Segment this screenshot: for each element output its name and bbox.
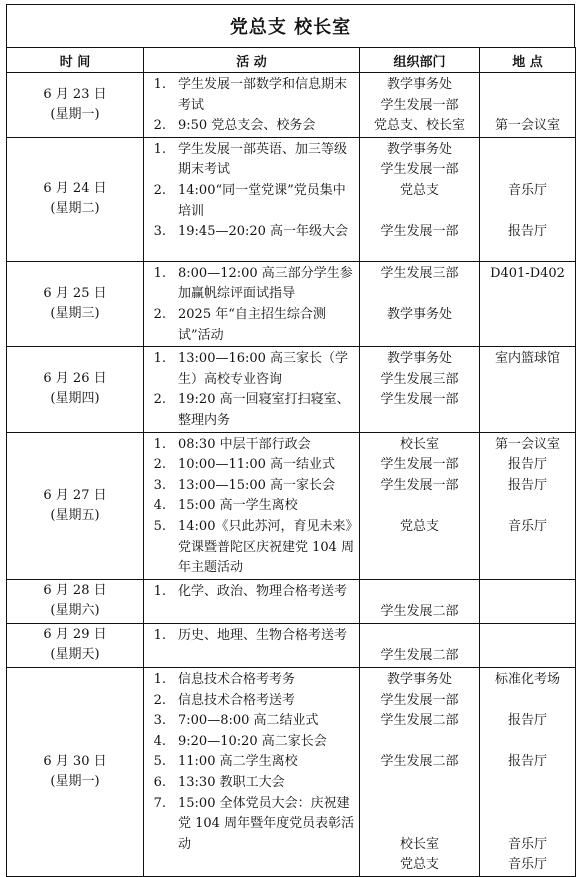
activity-item: [144, 626, 355, 647]
item-text: 15:00 全体党员大会：庆祝建党 104 周年暨年度党员表彰活动: [178, 795, 355, 852]
department-text: 教学事务处: [386, 351, 452, 367]
item-text: 14:00“同一堂党课”党员集中培训: [178, 182, 346, 219]
date-text: 6 月 30 日: [43, 754, 107, 770]
activity-cell: [144, 623, 360, 667]
department-text: [360, 814, 479, 835]
item-text: 信息技术合格考送考: [178, 692, 296, 708]
department-text: 校长室: [399, 436, 439, 452]
department-text: 学生发展二部: [380, 648, 459, 664]
department-text: 学生发展二部: [380, 604, 459, 620]
item-number: 1.: [153, 583, 166, 599]
item-number: 4.: [153, 498, 166, 514]
location-text: 室内篮球馆: [494, 351, 560, 367]
table-row: [7, 347, 576, 432]
item-text: 15:00 高一学生离校: [178, 498, 298, 514]
next-table-edge: [6, 848, 575, 855]
item-number: 2.: [153, 306, 166, 322]
column-header-department: 组织部门: [360, 48, 480, 73]
item-text: 信息技术合格考考务: [178, 672, 296, 688]
activity-item: [144, 435, 355, 456]
location-text: [480, 390, 575, 411]
item-text: 13:00—15:00 高一家长会: [178, 477, 336, 493]
department-text: [360, 202, 479, 223]
item-text: 08:30 中层干部行政会: [178, 436, 311, 452]
department-text: [360, 732, 479, 753]
item-text: 19:45—20:20 高一年级大会: [178, 224, 349, 240]
location-text: 第一会议室: [494, 118, 560, 134]
item-number: 2.: [153, 392, 166, 408]
schedule-table: [6, 47, 576, 877]
weekday-text: (星期天): [50, 647, 100, 663]
department-text: [360, 284, 479, 305]
table-row: [7, 668, 576, 877]
item-number: 6.: [153, 775, 166, 791]
item-number: 1.: [153, 351, 166, 367]
location-cell: [480, 261, 576, 346]
location-text: 第一会议室: [494, 436, 560, 452]
activity-item: [144, 75, 355, 116]
location-cell: [480, 579, 576, 623]
item-number: 2.: [153, 118, 166, 134]
location-text: [480, 305, 575, 326]
weekday-text: (星期三): [50, 305, 100, 321]
table-row: [7, 432, 576, 579]
location-text: [480, 284, 575, 305]
item-text: 13:00—16:00 高三家长（学生）高校专业咨询: [178, 351, 349, 387]
item-text: 8:00—12:00 高三部分学生参加赢帆综评面试指导: [178, 265, 353, 302]
activity-item: [144, 181, 355, 222]
date-cell: [7, 73, 144, 138]
activity-item: [144, 794, 355, 856]
activity-item: [144, 732, 355, 753]
department-text: 学生发展一部: [380, 457, 459, 473]
item-number: 1.: [153, 77, 166, 92]
weekday-text: (星期二): [50, 201, 100, 217]
department-text: 学生发展一部: [380, 477, 459, 493]
table-row: [7, 623, 576, 667]
item-number: 3.: [153, 477, 166, 493]
item-text: 19:20 高一回寝室打扫寝室、整理内务: [178, 392, 350, 428]
activity-cell: [144, 261, 360, 346]
item-text: 学生发展一部英语、加三等级期末考试: [178, 141, 348, 178]
table-row: [7, 73, 576, 138]
activity-item: [144, 305, 355, 346]
location-text: 音乐厅: [507, 182, 547, 198]
activity-item: [144, 476, 355, 497]
weekday-text: (星期六): [50, 603, 100, 619]
location-text: [480, 773, 575, 794]
activity-item: [144, 582, 355, 603]
location-cell: [480, 347, 576, 432]
location-text: 报告厅: [507, 477, 547, 493]
department-text: [360, 794, 479, 815]
weekday-text: (星期一): [50, 106, 100, 122]
activity-item: [144, 264, 355, 305]
item-number: 4.: [153, 733, 166, 749]
item-number: 3.: [153, 713, 166, 729]
activity-item: [144, 222, 355, 243]
item-number: 2.: [153, 692, 166, 708]
department-text: 教学事务处: [386, 306, 452, 322]
location-text: [480, 814, 575, 835]
location-text: [480, 732, 575, 753]
item-text: 2025 年“自主招生综合测试”活动: [178, 306, 326, 343]
activity-item: [144, 691, 355, 712]
table-row: [7, 261, 576, 346]
column-header-activity: 活 动: [144, 48, 360, 73]
location-text: [480, 160, 575, 181]
activity-cell: [144, 579, 360, 623]
date-cell: [7, 432, 144, 579]
department-text: [360, 496, 479, 517]
department-text: 党总支: [399, 182, 439, 198]
date-cell: [7, 261, 144, 346]
item-text: 9:20—10:20 高二家长会: [178, 733, 327, 749]
date-cell: [7, 668, 144, 877]
date-text: 6 月 25 日: [43, 285, 107, 301]
department-text: 学生发展一部: [380, 162, 459, 178]
location-text: D401-D402: [490, 265, 565, 281]
column-header-time: 时 间: [7, 48, 144, 73]
date-cell: [7, 137, 144, 261]
item-text: 13:30 教职工大会: [178, 775, 285, 791]
activity-item: [144, 517, 355, 579]
item-text: 9:50 党总支会、校务会: [178, 118, 316, 134]
department-text: [360, 626, 479, 647]
department-text: 教学事务处: [386, 672, 452, 688]
location-cell: [480, 73, 576, 138]
item-number: 5.: [153, 518, 166, 534]
item-text: 7:00—8:00 高二结业式: [178, 713, 319, 729]
date-cell: [7, 579, 144, 623]
department-cell: [360, 623, 480, 667]
department-cell: [360, 347, 480, 432]
location-text: [480, 691, 575, 712]
location-cell: [480, 668, 576, 877]
location-text: [480, 75, 575, 96]
location-text: 报告厅: [507, 754, 547, 770]
location-text: 报告厅: [507, 457, 547, 473]
item-number: 2.: [153, 182, 166, 198]
date-text: 6 月 29 日: [43, 627, 107, 643]
activity-item: [144, 140, 355, 181]
location-text: [480, 96, 575, 117]
department-text: 学生发展三部: [380, 265, 459, 281]
activity-item: [144, 773, 355, 794]
item-text: 14:00《只此苏河，育见未来》党课暨普陀区庆祝建党 104 周年主题活动: [178, 518, 355, 576]
item-number: 1.: [153, 436, 166, 452]
item-number: 3.: [153, 224, 166, 240]
page-title: 党总支 校长室: [6, 4, 575, 47]
department-text: 学生发展二部: [380, 713, 459, 729]
department-text: 党总支、校长室: [373, 118, 465, 134]
date-text: 6 月 26 日: [43, 371, 107, 387]
department-text: 学生发展二部: [380, 754, 459, 770]
activity-item: [144, 670, 355, 691]
item-number: 1.: [153, 141, 166, 157]
activity-item: [144, 496, 355, 517]
location-text: 音乐厅: [507, 836, 547, 852]
location-text: 报告厅: [507, 713, 547, 729]
table-row: [7, 137, 576, 261]
location-cell: [480, 432, 576, 579]
weekday-text: (星期五): [50, 507, 100, 523]
item-number: 1.: [153, 672, 166, 688]
activity-item: [144, 455, 355, 476]
table-row: [7, 579, 576, 623]
department-text: 学生发展一部: [380, 692, 459, 708]
department-text: 校长室: [399, 836, 439, 852]
date-text: 6 月 24 日: [43, 181, 107, 197]
activity-cell: [144, 432, 360, 579]
item-number: 1.: [153, 265, 166, 281]
date-text: 6 月 23 日: [43, 86, 107, 102]
activity-item: [144, 752, 355, 773]
activity-item: [144, 116, 355, 137]
department-cell: [360, 579, 480, 623]
department-text: [360, 773, 479, 794]
location-cell: [480, 623, 576, 667]
department-text: 党总支: [399, 518, 439, 534]
column-header-location: 地 点: [480, 48, 576, 73]
table-header-row: [7, 48, 576, 73]
department-text: 党总支: [399, 857, 439, 873]
department-text: 教学事务处: [386, 141, 452, 157]
date-cell: [7, 347, 144, 432]
item-text: 11:00 高二学生离校: [178, 754, 298, 770]
department-text: 学生发展一部: [380, 392, 459, 408]
location-text: 标准化考场: [494, 672, 560, 688]
department-cell: [360, 432, 480, 579]
department-cell: [360, 261, 480, 346]
activity-cell: [144, 347, 360, 432]
location-text: 报告厅: [507, 224, 547, 240]
activity-item: [144, 349, 355, 390]
location-text: 音乐厅: [507, 518, 547, 534]
department-cell: [360, 73, 480, 138]
activity-cell: [144, 137, 360, 261]
date-text: 6 月 27 日: [43, 487, 107, 503]
item-number: 1.: [153, 627, 166, 643]
location-text: [480, 496, 575, 517]
item-text: 10:00—11:00 高一结业式: [178, 457, 336, 473]
department-cell: [360, 668, 480, 877]
date-cell: [7, 623, 144, 667]
weekday-text: (星期四): [50, 391, 100, 407]
department-text: 学生发展一部: [380, 224, 459, 240]
weekday-text: (星期一): [50, 774, 100, 790]
location-text: [480, 202, 575, 223]
item-number: 2.: [153, 457, 166, 473]
department-text: 学生发展三部: [380, 371, 459, 387]
schedule-document: [6, 4, 575, 877]
activity-cell: [144, 73, 360, 138]
department-cell: [360, 137, 480, 261]
department-text: 教学事务处: [386, 77, 452, 92]
location-cell: [480, 137, 576, 261]
department-text: 学生发展一部: [380, 97, 459, 113]
date-text: 6 月 28 日: [43, 583, 107, 599]
item-text: 学生发展一部数学和信息期末考试: [178, 77, 348, 113]
department-text: [360, 582, 479, 603]
activity-cell: [144, 668, 360, 877]
item-number: 5.: [153, 754, 166, 770]
item-text: 历史、地理、生物合格考送考: [178, 627, 348, 643]
location-text: [480, 140, 575, 161]
location-text: 音乐厅: [507, 857, 547, 873]
item-text: 化学、政治、物理合格考送考: [178, 583, 348, 599]
activity-item: [144, 711, 355, 732]
item-number: 7.: [153, 795, 166, 811]
location-text: [480, 370, 575, 391]
location-text: [480, 794, 575, 815]
activity-item: [144, 390, 355, 431]
